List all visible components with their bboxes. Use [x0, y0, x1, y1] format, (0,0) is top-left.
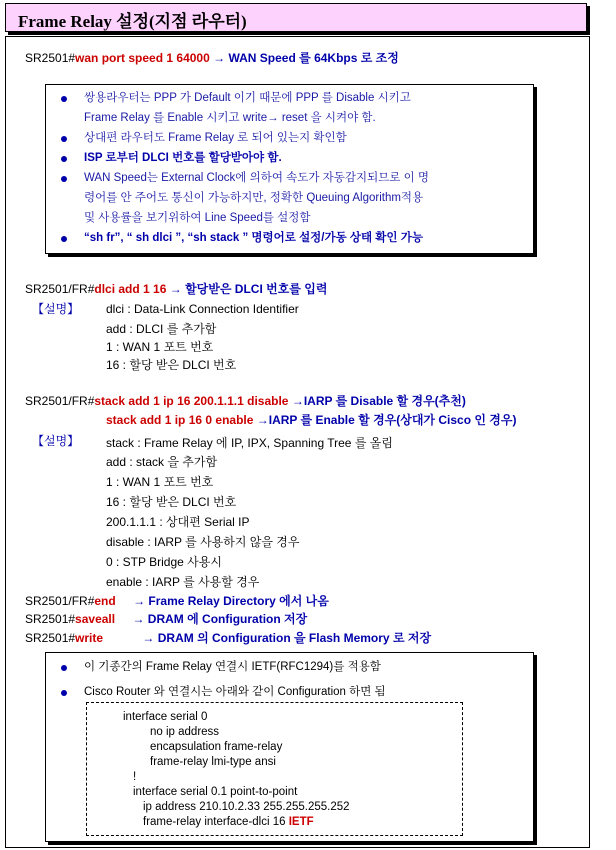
command: write — [75, 631, 104, 645]
desc-line: 200.1.1.1 : 상대편 Serial IP — [106, 515, 250, 529]
config-line: interface serial 0.1 point-to-point — [133, 786, 298, 798]
cisco-config-box — [86, 702, 463, 836]
ietf-keyword: IETF — [288, 816, 314, 828]
arrow-icon: → — [256, 413, 269, 427]
command: wan port speed 1 64000 — [75, 51, 210, 65]
step2-command-line — [25, 282, 327, 296]
notes-box-2 — [45, 652, 534, 842]
bullet-icon — [61, 236, 67, 242]
command-description: DRAM 에 Configuration 저장 — [147, 612, 308, 626]
note-4-line-2: 령어를 안 주어도 통신이 가능하지만, 정확한 Queuing Algorithm적용 — [84, 192, 424, 204]
bullet-icon — [61, 176, 67, 182]
desc-line: stack : Frame Relay 에 IP, IPX, Spanning Tree 를 올림 — [106, 436, 393, 450]
note-2-2: Cisco Router 와 연결시는 아래와 같이 Configuration 하면 됨 — [84, 686, 386, 698]
bullet-icon — [61, 690, 67, 696]
command-description: 할당받은 DLCI 번호를 입력 — [185, 282, 328, 296]
prompt: SR2501/FR# — [25, 282, 95, 296]
config-text: frame-relay interface-dlci 16 — [143, 816, 286, 828]
description-label: 【설명】 — [32, 302, 80, 316]
config-line: frame-relay lmi-type ansi — [150, 756, 276, 768]
config-line — [143, 816, 314, 828]
desc-line: 0 : STP Bridge 사용시 — [106, 555, 222, 569]
command: stack add 1 ip 16 0 enable — [106, 413, 254, 427]
command-description: IARP 를 Disable 할 경우(추천) — [303, 394, 466, 408]
config-line: no ip address — [150, 726, 220, 738]
desc-line: 16 : 할당 받은 DLCI 번호 — [106, 358, 237, 372]
prompt: SR2501# — [25, 612, 76, 626]
description-label: 【설명】 — [32, 434, 80, 448]
command-description: DRAM 의 Configuration 을 Flash Memory 로 저장 — [157, 631, 432, 645]
desc-line: 1 : WAN 1 포트 번호 — [106, 475, 214, 489]
bullet-icon — [61, 156, 67, 162]
arrow-icon: → — [291, 394, 304, 408]
command-description: IARP 를 Enable 할 경우(상대가 Cisco 인 경우) — [268, 413, 517, 427]
note-4-line-1: WAN Speed는 External Clock에 의하여 속도가 자동감지되므로 이 명 — [84, 172, 430, 184]
note-5-line-1: “sh fr”, “ sh dlci ”, “sh stack ” 명령어로 설정/가동 상태 확인 가능 — [84, 232, 423, 244]
command: saveall — [75, 612, 116, 626]
arrow-icon: → — [142, 631, 155, 645]
step3-command-line — [25, 394, 466, 408]
step1-command-line — [25, 51, 399, 65]
prompt: SR2501# — [25, 631, 76, 645]
page-title: Frame Relay 설정(지점 라우터) — [18, 12, 247, 31]
bullet-icon — [61, 136, 67, 142]
prompt: SR2501/FR# — [25, 394, 95, 408]
prompt: SR2501/FR# — [25, 594, 95, 608]
step4-command-line — [25, 594, 329, 608]
command: stack add 1 ip 16 200.1.1.1 disable — [94, 394, 289, 408]
arrow-icon: → — [169, 282, 182, 296]
step5-command-line — [25, 612, 307, 626]
arrow-icon: → — [213, 51, 226, 65]
config-line: ! — [133, 771, 137, 783]
desc-line: add : stack 을 추가함 — [106, 455, 218, 469]
desc-line: dlci : Data-Link Connection Identifier — [106, 302, 299, 316]
config-line: encapsulation frame-relay — [150, 741, 283, 753]
arrow-icon: → — [133, 594, 146, 608]
prompt: SR2501# — [25, 51, 76, 65]
command-description: WAN Speed 를 64Kbps 로 조정 — [228, 51, 399, 65]
desc-line: enable : IARP 를 사용할 경우 — [106, 575, 260, 589]
command: end — [94, 594, 116, 608]
note-1-line-2: Frame Relay 를 Enable 시키고 write→ reset 을 시켜야 함. — [84, 112, 376, 124]
config-line: ip address 210.10.2.33 255.255.255.252 — [143, 801, 350, 813]
note-2-1: 이 기종간의 Frame Relay 연결시 IETF(RFC1294)를 적용함 — [84, 661, 381, 673]
command: dlci add 1 16 — [94, 282, 167, 296]
desc-line: add : DLCI 를 추가함 — [106, 322, 217, 336]
note-3-line-1: ISP 로부터 DLCI 번호를 할당받아야 함. — [84, 152, 282, 164]
desc-line: 1 : WAN 1 포트 번호 — [106, 340, 214, 354]
command-description: Frame Relay Directory 에서 나옴 — [148, 594, 329, 608]
bullet-icon — [61, 665, 67, 671]
notes-box-1 — [45, 84, 534, 254]
note-4-line-3: 및 사용률을 보기위하여 Line Speed를 설정함 — [84, 212, 311, 224]
bullet-icon — [61, 96, 67, 102]
title-bar — [5, 3, 587, 32]
desc-line: 16 : 할당 받은 DLCI 번호 — [106, 495, 237, 509]
arrow-icon: → — [132, 612, 145, 626]
step6-command-line — [25, 631, 431, 645]
config-line: interface serial 0 — [123, 711, 208, 723]
desc-line: disable : IARP 를 사용하지 않을 경우 — [106, 535, 300, 549]
note-2-line-1: 상대편 라우터도 Frame Relay 로 되어 있는지 확인함 — [84, 132, 347, 144]
step3b-command-line — [106, 413, 516, 427]
note-1-line-1: 쌍용라우터는 PPP 가 Default 이기 때문에 PPP 를 Disable 시키고 — [84, 92, 411, 104]
